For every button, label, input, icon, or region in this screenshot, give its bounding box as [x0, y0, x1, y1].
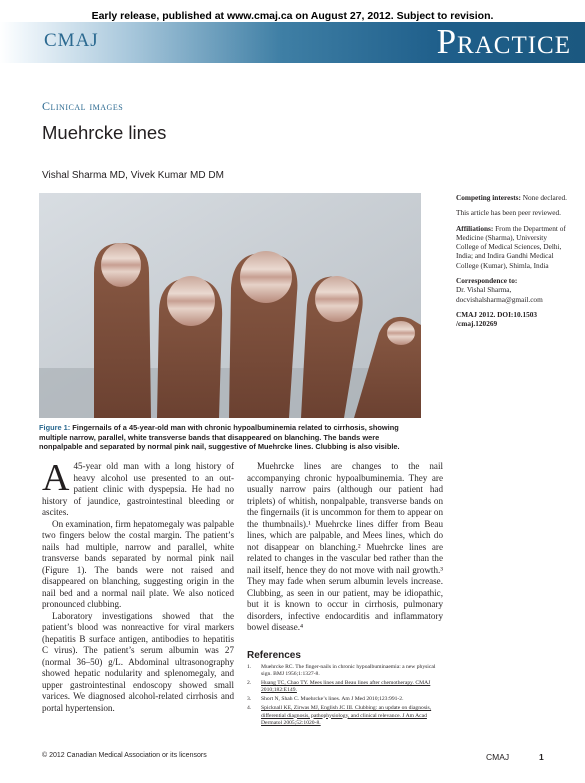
body-column-left: [42, 457, 234, 714]
drop-cap: A: [42, 457, 70, 499]
doi-citation: CMAJ 2012. DOI:10.1503 /cmaj.120269: [456, 309, 538, 329]
competing-interests-text: None declared.: [522, 193, 567, 202]
reference-item: [247, 705, 443, 726]
figure-caption-text: Fingernails of a 45-year-old man with chronic hypoalbuminemia related to cirrhosis, showing multiple narrow, parallel, white transverse bands that disappeared on blanching. The bands were nonpalpable and separated by normal pink nail, suggestive of Muehrcke lines. Clubbing is also visible.: [39, 423, 400, 452]
peer-review-note: This article has been peer reviewed.: [456, 208, 561, 218]
affiliations: [456, 224, 568, 270]
section-label: Clinical images: [42, 99, 124, 113]
competing-interests-label: Competing interests:: [456, 193, 521, 202]
reference-item: [247, 680, 443, 694]
journal-logo: CMAJ: [44, 30, 99, 51]
author-list: Vishal Sharma MD, Vivek Kumar MD DM: [42, 170, 224, 181]
affiliations-label: Affiliations:: [456, 223, 494, 233]
body-paragraph: On examination, firm hepatomegaly was palpable two fingers below the costal margin. The patient’s nails had multiple, narrow and parallel, white transverse bands separated by normal pink nail (Figure 1). The bands were not raised and disappeared on blanching, suggesting origin in the nail bed and a normal nail plate. We also noticed pronounced clubbing.: [42, 518, 234, 609]
fingernails-illustration: [39, 193, 421, 418]
correspondence-email[interactable]: docvishalsharma@gmail.com: [456, 294, 543, 304]
page-number: 1: [539, 752, 544, 762]
reference-text: Short N, Shah C. Muehrcke’s lines. Am J Med 2010;123:991-2.: [261, 696, 404, 703]
reference-number: 1.: [247, 664, 252, 670]
body-paragraph-text: 45-year old man with a long history of heavy alcohol use presented to an out-patient clinic with dyspepsia. He had no history of jaundice, gastrointestinal bleeding or ascites.: [42, 461, 234, 517]
reference-list: [247, 664, 443, 729]
figure-caption-label: Figure 1:: [39, 423, 71, 432]
article-sidebar: [456, 193, 568, 335]
reference-number: 3.: [247, 696, 252, 703]
body-column-right: [247, 461, 443, 634]
body-paragraph: Laboratory investigations showed that the patient’s blood was nonreactive for viral markers (hepatitis B surface antigen, antibodies to hepatitis C virus). The patient’s serum albumin was 27 (normal 36–50) g/L. Abdominal ultrasonography showed hepatic nodularity and splenomegaly, and upper gastrointestinal endoscopy showed small varices. We diagnosed alcohol-related cirrhosis and portal hypertension.: [42, 610, 234, 713]
reference-number: 2.: [247, 680, 252, 687]
reference-item: [247, 696, 443, 703]
early-release-notice: Early release, published at www.cmaj.ca on August 27, 2012. Subject to revision.: [91, 10, 494, 22]
reference-link[interactable]: Huang TC, Chao TY. Mees lines and Beau lines after chemotherapy. CMAJ 2010;182:E149.: [261, 680, 431, 694]
footer-journal: CMAJ: [486, 752, 510, 762]
copyright-footer: © 2012 Canadian Medical Association or its licensors: [42, 752, 207, 759]
figure-image-fingernails: [39, 193, 421, 418]
section-banner-title: Practice: [436, 22, 571, 61]
competing-interests: [456, 193, 568, 202]
reference-item: [247, 664, 443, 678]
article-title: Muehrcke lines: [42, 122, 167, 143]
affiliations-text: From the Department of Medicine (Sharma), University College of Medical Sciences, Delhi, India; and Indira Gandhi Medical College (Kumar), Shimla, India: [456, 223, 566, 270]
reference-text: Muehrcke RC. The finger-nails in chronic hypoalbuminaemia: a new physical sign. BMJ 1956;1:1327-8.: [261, 664, 436, 678]
correspondence-label: Correspondence to:: [456, 276, 518, 286]
references-heading: References: [247, 650, 301, 661]
body-paragraph: Muehrcke lines are changes to the nail accompanying chronic hypoalbuminemia. They are usually narrow pairs (although our patient had triplets) of whitish, nonpalpable, transverse bands on the fingernails (it is uncommon for them to appear on the thumbnails).¹ Muehrcke lines differ from Beau lines, which are palpable, and Mees lines, which do not disappear on blanching.² Muehrcke lines are related to changes in the vascular bed rather than the nail itself, hence they do not move with nail growth.³ They may fade when serum albumin levels increase. Clubbing, as seen in our patient, may be idiopathic, but it is known to occur in cirrhosis, pulmonary disorders, infective endocarditis and inflammatory bowel disease.⁴: [247, 461, 443, 632]
figure-caption: [39, 423, 423, 452]
correspondence: [456, 276, 568, 304]
journal-banner: [0, 22, 585, 63]
reference-link[interactable]: Spicknall KE, Zirwas MJ, English JC III. Clubbing: an update on diagnosis, differential diagnosis, pathophysiology, and clinical relevance. J Am Acad Dermatol 2005;52:1020-8.: [261, 705, 432, 726]
correspondence-name: Dr. Vishal Sharma,: [456, 285, 512, 295]
body-paragraph: [42, 457, 234, 519]
reference-number: 4.: [247, 705, 252, 712]
